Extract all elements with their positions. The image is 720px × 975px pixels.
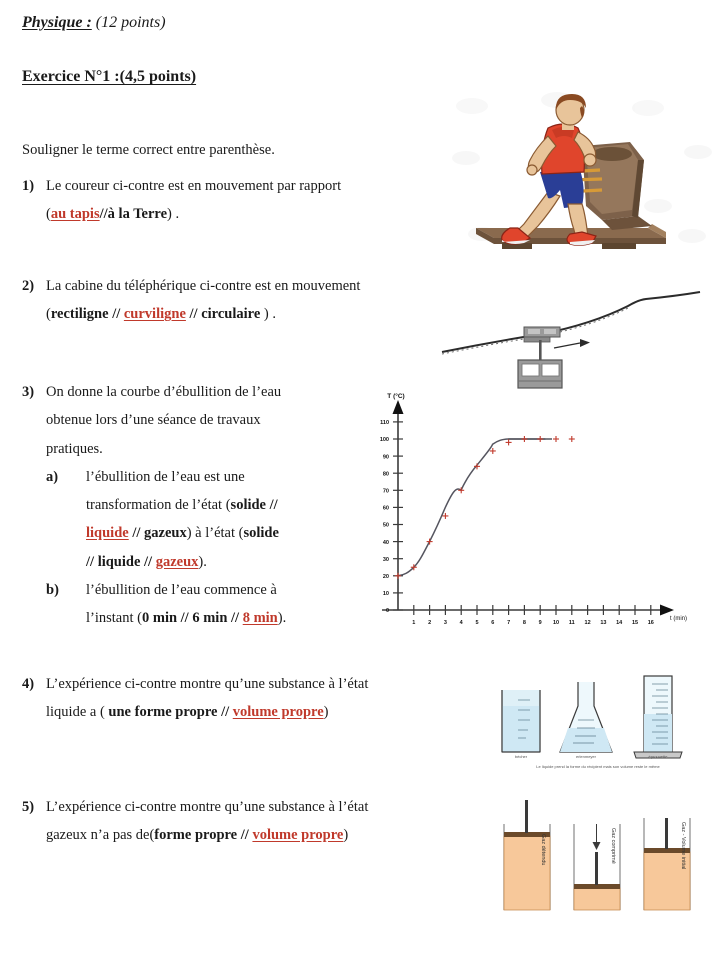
direction-arrow <box>554 339 590 348</box>
chart-axes <box>379 400 674 616</box>
question-3 <box>22 378 362 632</box>
chart-xlabel: t (min) <box>670 616 687 622</box>
question-3b-answer[interactable]: 8 min <box>242 610 278 627</box>
svg-text:100: 100 <box>379 437 389 443</box>
question-3-number: 3) <box>22 384 35 400</box>
svg-text:11: 11 <box>568 620 575 626</box>
question-3b-sep2: // <box>231 610 240 627</box>
question-4-sep: // <box>221 704 230 721</box>
question-5-answer[interactable]: volume propre <box>252 827 344 844</box>
svg-text:12: 12 <box>584 620 591 626</box>
question-5-close: ) <box>343 827 349 844</box>
instruction-text: Souligner le terme correct entre parenthèse. <box>22 142 275 158</box>
svg-text:0: 0 <box>385 608 389 614</box>
svg-text:15: 15 <box>631 620 639 626</box>
question-3b-close: ). <box>277 610 287 627</box>
svg-text:14: 14 <box>616 620 623 626</box>
svg-text:7: 7 <box>507 620 511 626</box>
question-3a-sep3: // <box>86 553 95 570</box>
question-4-close: ) <box>323 704 329 721</box>
question-3a-sep2: // <box>132 525 141 542</box>
treadmill-runner-image <box>452 86 714 258</box>
question-3b-text2: l’instant ( <box>86 610 142 627</box>
question-2-body <box>22 272 452 329</box>
question-1-line1: Le coureur ci-contre est en mouvement par rapport <box>46 178 342 194</box>
question-3a-sep4: // <box>144 553 153 570</box>
liquid-experiment-image <box>482 672 714 776</box>
glassware-illustration <box>482 672 714 776</box>
gas-label-compressed: Gaz comprimé <box>610 828 616 864</box>
question-2-close: ) . <box>260 306 276 323</box>
svg-text:40: 40 <box>382 540 389 546</box>
question-3b-sep1: // <box>180 610 189 627</box>
question-1-close: ) . <box>167 206 180 223</box>
question-4-answer[interactable]: volume propre <box>232 704 324 721</box>
question-3-line2: obtenue lors d’une séance de travaux <box>46 412 261 429</box>
runner-figure <box>502 94 596 245</box>
question-3a-number: a) <box>46 468 59 485</box>
question-2-number: 2) <box>22 278 35 294</box>
chart-ylabel: T (°C) <box>387 393 405 400</box>
subject-points: (12 points) <box>95 14 166 31</box>
question-3-line3: pratiques. <box>46 440 103 457</box>
question-4-number: 4) <box>22 676 35 692</box>
subject-label: Physique : <box>22 14 92 31</box>
svg-text:60: 60 <box>382 505 389 512</box>
question-2-open: ( <box>46 306 51 323</box>
svg-text:8: 8 <box>522 620 526 626</box>
question-5-option1[interactable]: forme propre <box>154 827 238 844</box>
question-5-sep: // <box>240 827 249 844</box>
svg-text:1: 1 <box>412 620 416 626</box>
svg-text:80: 80 <box>382 471 389 478</box>
question-3b-body <box>68 576 362 633</box>
svg-text:90: 90 <box>382 454 389 461</box>
svg-text:16: 16 <box>647 620 654 626</box>
page-title <box>22 14 166 32</box>
question-1-open: ( <box>46 206 51 223</box>
question-3a-mid: ) à l’état ( <box>186 525 244 542</box>
question-3b <box>46 576 362 633</box>
chart-xticks <box>412 605 654 626</box>
gas-label-expanded: Gaz détendu <box>540 834 546 866</box>
erlenmeyer-label: erlenmeyer <box>575 754 596 759</box>
cablecar-trolley <box>524 327 560 342</box>
svg-text:30: 30 <box>382 557 389 563</box>
cablecar-image <box>432 282 712 390</box>
question-5-line1: L’expérience ci-contre montre qu’une substance à l’état <box>46 799 369 815</box>
question-3a-option-solide2[interactable]: solide <box>243 525 279 542</box>
svg-text:5: 5 <box>475 620 479 626</box>
question-3b-option1[interactable]: 0 min <box>141 610 178 627</box>
question-3a-answer-gazeux[interactable]: gazeux <box>155 553 199 570</box>
question-4-line2: liquide a ( <box>46 704 105 721</box>
question-2 <box>22 272 452 329</box>
question-4 <box>22 670 492 727</box>
question-3-line1: On donne la courbe d’ébullition de l’eau <box>46 384 282 400</box>
cylinder-label: éprouvette <box>648 754 668 759</box>
question-5-line2: gazeux n’a pas de( <box>46 827 155 844</box>
question-1-answer[interactable]: au tapis <box>50 206 100 223</box>
question-1-option2[interactable]: à la Terre <box>107 206 168 223</box>
question-4-option1[interactable]: une forme propre <box>108 704 218 721</box>
question-3a-close: ). <box>198 553 207 570</box>
chart-yticks <box>380 420 403 614</box>
svg-text:3: 3 <box>443 620 447 626</box>
question-3a-sep1: // <box>269 497 278 514</box>
boiling-curve-chart <box>368 392 688 637</box>
svg-text:13: 13 <box>600 620 607 626</box>
svg-text:110: 110 <box>380 420 389 426</box>
svg-text:50: 50 <box>382 522 389 529</box>
liquid-caption: Le liquide prend la forme du récipient mais son volume reste le même <box>536 764 660 769</box>
question-1-number: 1) <box>22 178 35 194</box>
question-3a-answer-liquide[interactable]: liquide <box>86 525 129 542</box>
question-5 <box>22 793 492 850</box>
question-5-body <box>22 793 492 850</box>
chart-data-markers <box>395 436 575 579</box>
gas-experiment-image <box>494 800 716 920</box>
runner-illustration <box>452 86 714 258</box>
beaker-label: bécher <box>514 754 528 759</box>
question-3a-text2: transformation de l’état ( <box>86 497 231 514</box>
question-3a-text1: l’ébullition de l’eau est une <box>86 468 245 485</box>
question-2-sep2: // <box>189 306 198 323</box>
question-2-option3[interactable]: circulaire <box>201 306 261 323</box>
question-3b-text1: l’ébullition de l’eau commence à <box>86 581 277 598</box>
svg-text:20: 20 <box>382 574 389 580</box>
question-2-line1: La cabine du téléphérique ci-contre est en mouvement <box>46 278 361 294</box>
svg-text:9: 9 <box>538 620 542 626</box>
question-3a-body <box>68 463 362 576</box>
question-1 <box>22 172 442 229</box>
question-1-sep: // <box>99 206 108 223</box>
question-2-sep1: // <box>112 306 121 323</box>
svg-text:4: 4 <box>459 620 463 626</box>
question-5-number: 5) <box>22 799 35 815</box>
question-3-body <box>22 378 362 632</box>
question-3b-option2[interactable]: 6 min <box>192 610 228 627</box>
erlenmeyer-figure <box>560 682 612 752</box>
graduated-cylinder-figure <box>634 676 682 758</box>
gas-label-initial: Gaz - Volume initial <box>680 822 686 870</box>
svg-text:10: 10 <box>382 591 389 597</box>
svg-text:2: 2 <box>428 620 432 626</box>
exercise-title: Exercice N°1 :(4,5 points) <box>22 68 197 85</box>
cablecar-cabin <box>518 360 562 388</box>
question-3b-number: b) <box>46 581 59 598</box>
question-4-body <box>22 670 492 727</box>
question-1-body <box>22 172 442 229</box>
question-4-line1: L’expérience ci-contre montre qu’une substance à l’état <box>46 676 369 692</box>
svg-text:10: 10 <box>552 620 560 626</box>
question-3a-option-liquide2[interactable]: liquide <box>97 553 141 570</box>
beaker-figure <box>502 690 540 752</box>
chart-svg <box>368 392 688 637</box>
svg-text:70: 70 <box>382 488 389 495</box>
svg-text:6: 6 <box>491 620 495 626</box>
question-3a <box>46 463 362 576</box>
cablecar-illustration <box>432 282 712 390</box>
question-3a-option-gazeux[interactable]: gazeux <box>144 525 187 542</box>
question-2-option1[interactable]: rectiligne <box>50 306 109 323</box>
question-2-answer[interactable]: curviligne <box>123 306 186 323</box>
question-3a-option-solide[interactable]: solide <box>230 497 266 514</box>
